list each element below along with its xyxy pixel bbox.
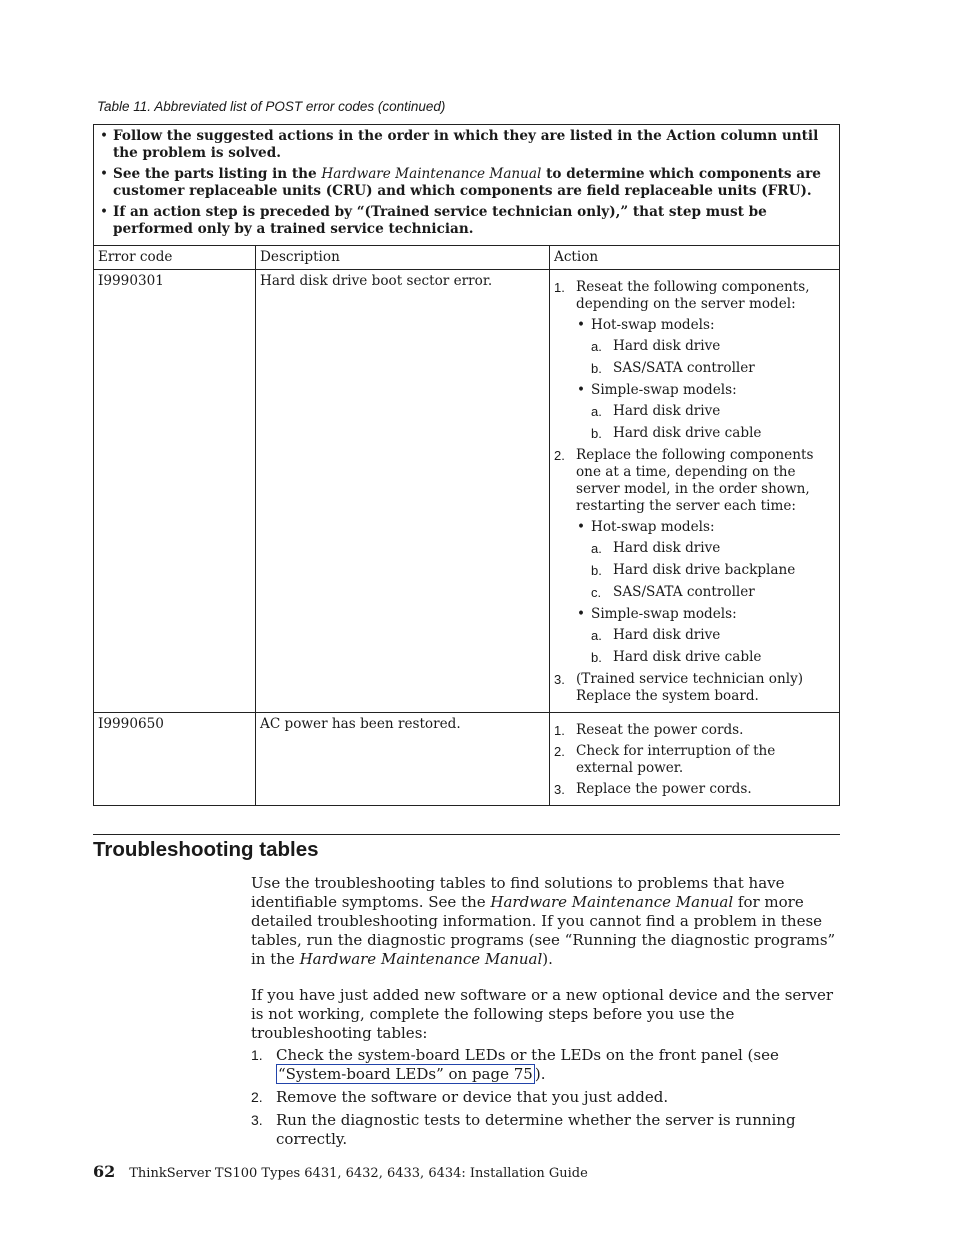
action-step: 1. Reseat the following components, depending on the server model: • Hot-swap models: a. Hard disk drive b. SAS/SATA controller • Simple-swap models: a. Hard disk drive b. Hard disk drive cable [554, 279, 835, 442]
component-item: b. Hard disk drive backplane [591, 562, 796, 578]
table-notes [94, 125, 840, 246]
component-item: a. Hard disk drive [591, 540, 721, 556]
system-board-leds-link[interactable]: “System-board LEDs” on page 75 [278, 1065, 533, 1083]
table-row [94, 270, 840, 713]
action-step: 1. Reseat the power cords. [554, 722, 744, 738]
section-title: Troubleshooting tables [93, 838, 319, 861]
footer-title: ThinkServer TS100 Types 6431, 6432, 6433, 6434: Installation Guide [129, 1166, 588, 1181]
action-step: 3. (Trained service technician only) Replace the system board. [554, 671, 804, 704]
component-item: a. Hard disk drive [591, 627, 721, 643]
section-divider [93, 834, 840, 835]
list-item: 1. Check the system-board LEDs or the LEDs on the front panel (see “System-board LEDs” on page 75 ). [251, 1046, 779, 1083]
component-item: b. SAS/SATA controller [591, 360, 755, 376]
table-caption: Table 11. Abbreviated list of POST error codes (continued) [97, 99, 446, 114]
note-item: • If an action step is preceded by “(Trained service technician only),” that step must be performed only by a trained service technician. [98, 204, 835, 238]
action-cell [550, 270, 840, 713]
note-item: • Follow the suggested actions in the order in which they are listed in the Action column until the problem is solved. [98, 128, 835, 162]
component-item: a. Hard disk drive [591, 403, 721, 419]
table-row [94, 713, 840, 806]
description-cell: Hard disk drive boot sector error. [256, 270, 550, 713]
header-action: Action [550, 246, 840, 270]
manual-title: Hardware Maintenance Manual [490, 893, 734, 911]
manual-title: Hardware Maintenance Manual [299, 950, 543, 968]
action-step: 3. Replace the power cords. [554, 781, 752, 797]
header-error-code: Error code [94, 246, 256, 270]
action-cell [550, 713, 840, 806]
note-item: • See the parts listing in the Hardware Maintenance Manual to determine which components are customer replaceable units (CRU) and which components are field replaceable units (FRU). [98, 166, 835, 200]
action-step: 2. Check for interruption of the external power. [554, 743, 776, 776]
component-item: a. Hard disk drive [591, 338, 721, 354]
steps-intro-paragraph: If you have just added new software or a new optional device and the server is not working, complete the following steps before you use the troubleshooting tables: [251, 986, 834, 1042]
steps-list [251, 1046, 841, 1153]
error-code-cell: I9990301 [94, 270, 256, 713]
page-number: 62 [93, 1162, 116, 1181]
manual-title: Hardware Maintenance Manual [321, 166, 542, 182]
error-code-cell: I9990650 [94, 713, 256, 806]
model-group: • Simple-swap models: a. Hard disk drive b. Hard disk drive cable [576, 382, 835, 442]
action-step: 2. Replace the following components one at a time, depending on the server model, in the order shown, restarting the server each time: • Hot-swap models: a. Hard disk drive b. Hard disk drive backplane c. SAS/SATA controller • Simple-swap models: a. Hard disk drive b. Hard disk drive cable [554, 447, 835, 666]
component-item: b. Hard disk drive cable [591, 425, 762, 441]
list-item: 2. Remove the software or device that you just added. [251, 1088, 669, 1106]
table-header-row [94, 246, 840, 270]
model-group: • Simple-swap models: a. Hard disk drive b. Hard disk drive cable [576, 606, 835, 666]
intro-paragraph: Use the troubleshooting tables to find solutions to problems that have identifiable symptoms. See the Hardware Maintenance Manual for more detailed troubleshooting information. If you cannot find a problem in these tables, run the diagnostic programs (see “Running the diagnostic programs” in the Hardware Maintenance Manual). [251, 874, 836, 968]
header-description: Description [256, 246, 550, 270]
list-item: 3. Run the diagnostic tests to determine whether the server is running correctly. [251, 1111, 796, 1148]
component-item: c. SAS/SATA controller [591, 584, 755, 600]
page-footer [93, 1162, 588, 1181]
post-error-table [93, 124, 840, 806]
model-group: • Hot-swap models: a. Hard disk drive b. Hard disk drive backplane c. SAS/SATA controller [576, 519, 835, 601]
model-group: • Hot-swap models: a. Hard disk drive b. SAS/SATA controller [576, 317, 835, 377]
description-cell: AC power has been restored. [256, 713, 550, 806]
component-item: b. Hard disk drive cable [591, 649, 762, 665]
table-notes-row [94, 125, 840, 246]
